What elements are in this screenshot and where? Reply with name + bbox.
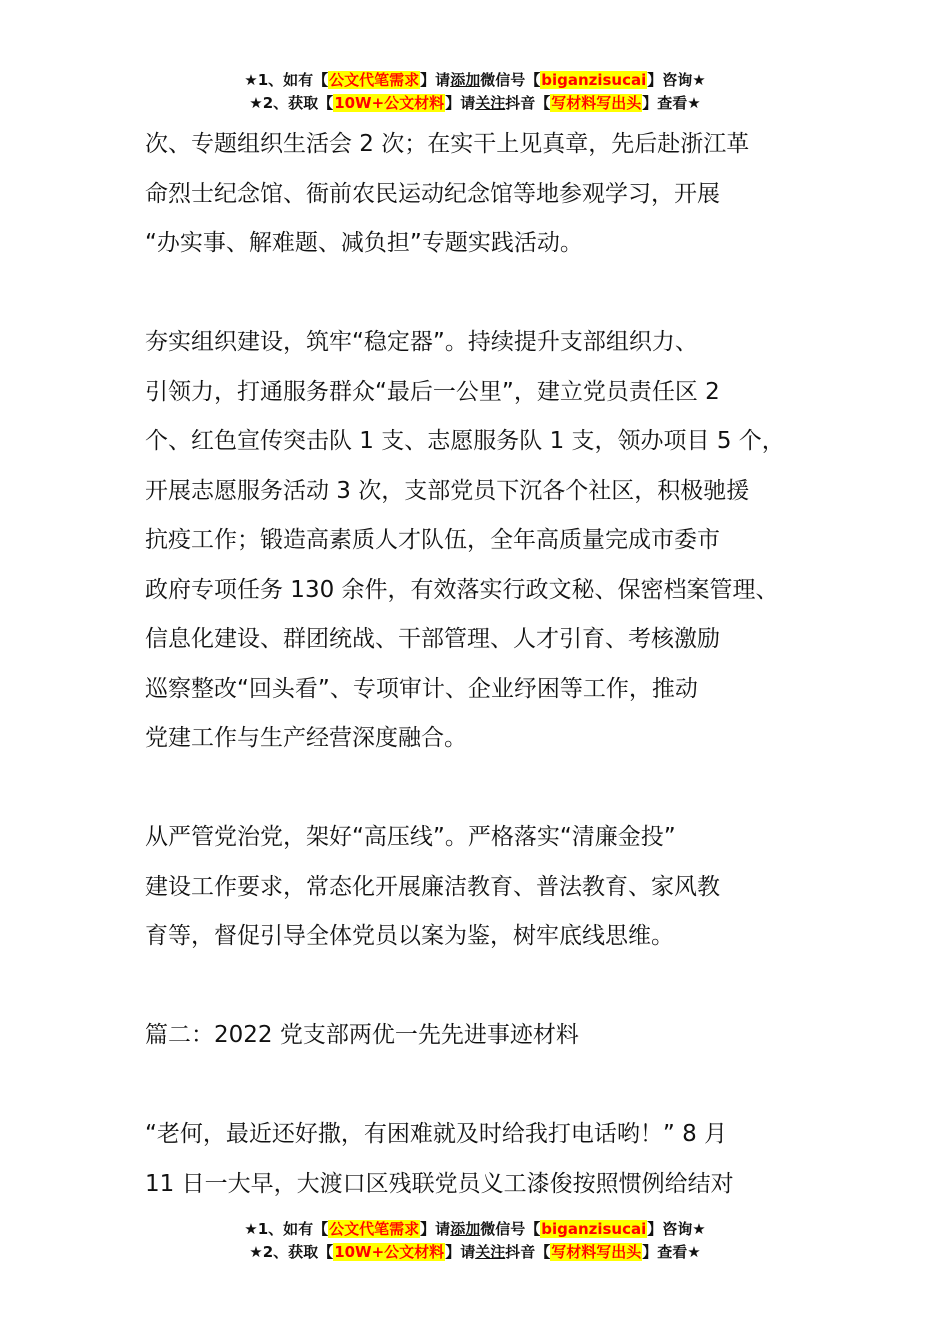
promo-highlight: 公文代笔需求 <box>329 1220 420 1238</box>
text-line: 从严管党治党，架好“高压线”。严格落实“清廉金投” <box>145 824 676 850</box>
paragraph-4 <box>145 1110 835 1209</box>
promo-highlight: biganzisucai <box>541 1220 647 1238</box>
promo-highlight: biganzisucai <box>541 71 647 89</box>
text-line: 引领力，打通服务群众“最后一公里”，建立党员责任区 2 <box>145 378 720 405</box>
text-line: 次、专题组织生活会 2 次；在实干上见真章，先后赴浙江革 <box>145 131 750 157</box>
text-line: 政府专项任务 130 余件，有效落实行政文秘、保密档案管理、 <box>145 576 779 603</box>
promo-line-2: ★2、获取【10W+公文材料】请关注抖音【写材料写出头】查看★ <box>249 1243 701 1261</box>
promo-highlight: 写材料写出头 <box>551 94 642 112</box>
promo-highlight: 写材料写出头 <box>551 1243 642 1261</box>
text-line: 育等，督促引导全体党员以案为鉴，树牢底线思维。 <box>145 923 674 949</box>
text-line: 夯实组织建设，筑牢“稳定器”。持续提升支部组织力、 <box>145 329 698 355</box>
paragraph-1 <box>145 120 835 269</box>
text-line: 信息化建设、群团统战、干部管理、人才引育、考核激励 <box>145 626 720 652</box>
paragraph-3 <box>145 813 835 962</box>
promo-banner-bottom <box>0 1218 950 1264</box>
text-line: 抗疫工作；锻造高素质人才队伍，全年高质量完成市委市 <box>145 527 720 553</box>
promo-line-1: ★1、如有【公文代笔需求】请添加微信号【biganzisucai】咨询★ <box>244 1220 706 1238</box>
text-line: 个、红色宣传突击队 1 支、志愿服务队 1 支，领办项目 5 个， <box>145 428 785 454</box>
text-line: “老何，最近还好撒，有困难就及时给我打电话哟！” 8 月 <box>145 1121 728 1147</box>
document-body <box>145 120 835 1209</box>
promo-banner-top <box>0 69 950 115</box>
text-line: 建设工作要求，常态化开展廉洁教育、普法教育、家风教 <box>145 873 720 900</box>
text-line: 巡察整改“回头看”、专项审计、企业纾困等工作，推动 <box>145 675 698 702</box>
text-line: 开展志愿服务活动 3 次，支部党员下沉各个社区，积极驰援 <box>145 477 750 504</box>
text-line: 11 日一大早，大渡口区残联党员义工漆俊按照惯例给结对 <box>145 1170 734 1197</box>
text-line: 命烈士纪念馆、衙前农民运动纪念馆等地参观学习，开展 <box>145 180 720 207</box>
promo-line-2: ★2、获取【10W+公文材料】请关注抖音【写材料写出头】查看★ <box>249 94 701 112</box>
paragraph-2 <box>145 318 835 764</box>
promo-highlight: 10W+公文材料 <box>334 1243 445 1261</box>
promo-highlight: 公文代笔需求 <box>329 71 420 89</box>
section-heading: 篇二：2022 党支部两优一先先进事迹材料 <box>145 1022 579 1048</box>
promo-line-1: ★1、如有【公文代笔需求】请添加微信号【biganzisucai】咨询★ <box>244 71 706 89</box>
text-line: 党建工作与生产经营深度融合。 <box>145 725 467 751</box>
text-line: “办实事、解难题、减负担”专题实践活动。 <box>145 230 583 256</box>
promo-highlight: 10W+公文材料 <box>334 94 445 112</box>
